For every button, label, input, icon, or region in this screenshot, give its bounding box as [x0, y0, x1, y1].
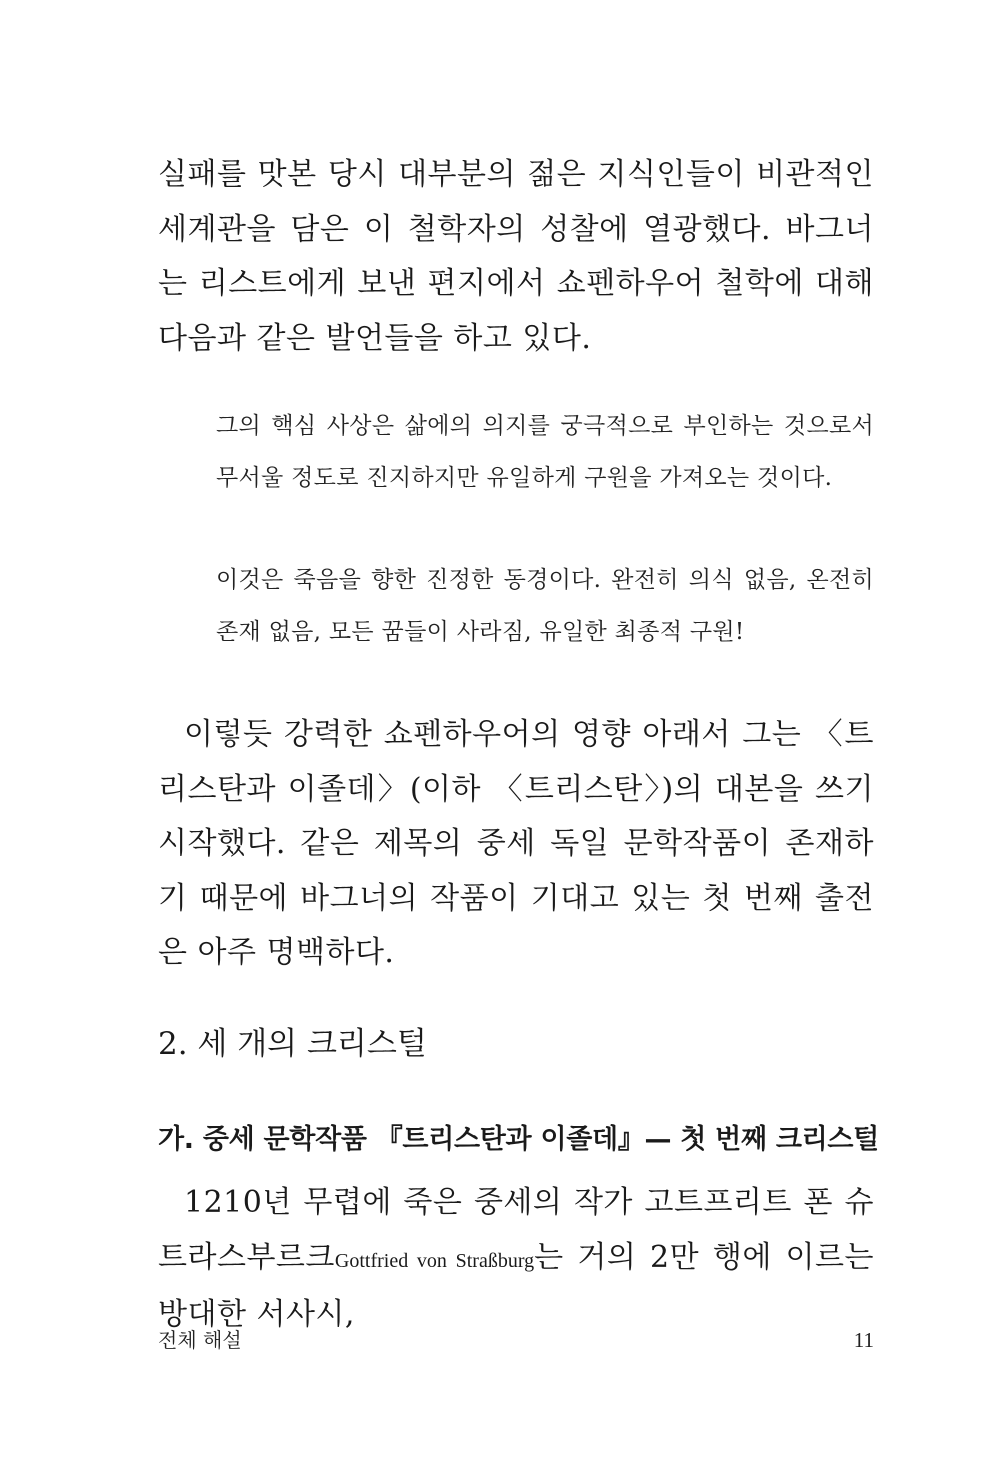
- body-paragraph-3: [158, 1176, 874, 1343]
- paragraph-3-lead: 1210년 무렵에 죽은 중세의 작가 고트프리트 폰 슈트라스부르크: [158, 1185, 874, 1275]
- subsection-title: 가. 중세 문학작품 『트리스탄과 이졸데』— 첫 번째 크리스털: [158, 1124, 879, 1155]
- block-quote-2: 이것은 죽음을 향한 진정한 동경이다. 완전히 의식 없음, 온전히 존재 없음, 모든 꿈들이 사라짐, 유일한 최종적 구원!: [216, 567, 874, 645]
- body-paragraph-2: 이렇듯 강력한 쇼펜하우어의 영향 아래서 그는 〈트리스탄과 이졸데〉(이하 〈트리스탄〉)의 대본을 쓰기 시작했다. 같은 제목의 중세 독일 문학작품이 존재하기 때문에 바그너의 작품이 기대고 있는 첫 번째 출전은 아주 명백하다.: [158, 717, 874, 970]
- running-footer-section: 전체 해설: [158, 1328, 242, 1352]
- latin-name: Gottfried von Straßburg: [334, 1249, 535, 1272]
- block-quote-1: 그의 핵심 사상은 삶에의 의지를 궁극적으로 부인하는 것으로서 무서울 정도로 진지하지만 유일하게 구원을 가져오는 것이다.: [216, 413, 874, 491]
- paragraph-3-tail: 는 거의 2만 행에 이르는 방대한 서사시,: [158, 1239, 874, 1332]
- page-number: 11: [853, 1328, 874, 1352]
- body-paragraph-1: 실패를 맛본 당시 대부분의 젊은 지식인들이 비관적인 세계관을 담은 이 철학자의 성찰에 열광했다. 바그너는 리스트에게 보낸 편지에서 쇼펜하우어 철학에 대해 다음과 같은 발언들을 하고 있다.: [158, 157, 874, 356]
- section-title: 2. 세 개의 크리스털: [158, 1026, 427, 1062]
